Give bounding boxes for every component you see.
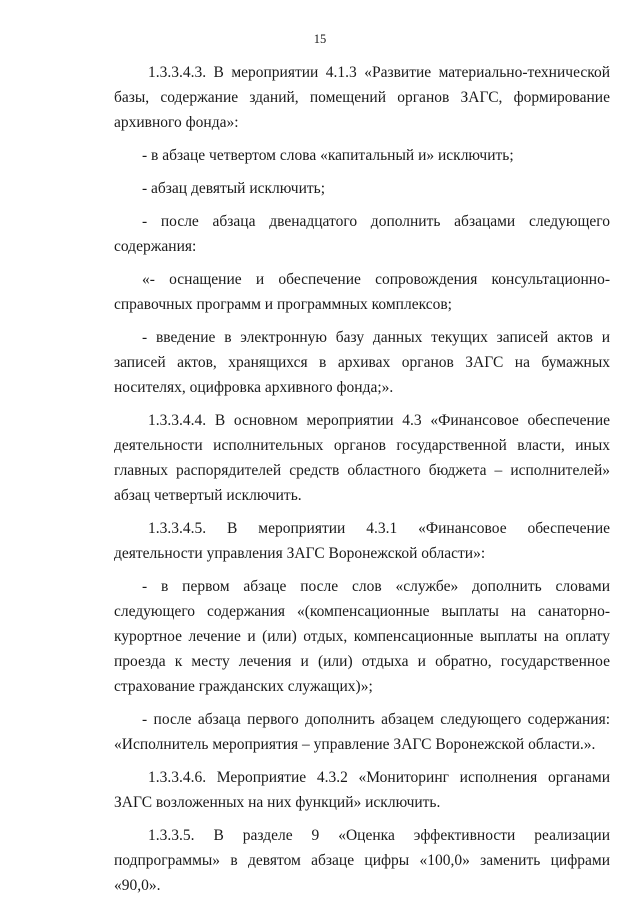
paragraph-item-4: «- оснащение и обеспечение сопровождения консультационно-справочных программ и программных комплексов; [114, 271, 610, 313]
paragraph-1-3-3-4-4: 1.3.3.4.4. В основном мероприятии 4.3 «Финансовое обеспечение деятельности исполнительных органов государственной власти, иных главных распорядителей средств областного бюджета – исполнителей» абзац четвертый исключить. [114, 412, 610, 504]
page-number: 15 [313, 32, 327, 46]
paragraph-1-3-3-5: 1.3.3.5. В разделе 9 «Оценка эффективности реализации подпрограммы» в девятом абзаце цифры «100,0» заменить цифрами «90,0». [114, 827, 610, 894]
paragraph-1-3-3-4-3: 1.3.3.4.3. В мероприятии 4.1.3 «Развитие материально-технической базы, содержание зданий, помещений органов ЗАГС, формирование архивного фонда»: [114, 64, 610, 131]
paragraph-item-3: - после абзаца двенадцатого дополнить абзацами следующего содержания: [114, 213, 610, 255]
paragraph-item-5: - введение в электронную базу данных текущих записей актов и записей актов, хранящихся в архивах органов ЗАГС на бумажных носителях, оцифровка архивного фонда;». [114, 329, 610, 396]
paragraph-item-6: - в первом абзаце после слов «службе» дополнить словами следующего содержания «(компенсационные выплаты на санаторно-курортное лечение и (или) отдых, компенсационные выплаты на оплату проезда к месту лечения и (или) отдыха и обратно, государственное страхование гражданских служащих)»; [114, 578, 610, 695]
document-body [114, 60, 610, 898]
paragraph-item-2: - абзац девятый исключить; [142, 180, 326, 197]
paragraph-1-3-3-4-6: 1.3.3.4.6. Мероприятие 4.3.2 «Мониторинг исполнения органами ЗАГС возложенных на них функций» исключить. [114, 769, 610, 811]
paragraph-1-3-3-4-5: 1.3.3.4.5. В мероприятии 4.3.1 «Финансовое обеспечение деятельности управления ЗАГС Воронежской области»: [114, 520, 610, 562]
paragraph-item-7: - после абзаца первого дополнить абзацем следующего содержания: «Исполнитель мероприятия – управление ЗАГС Воронежской области.». [114, 711, 610, 753]
paragraph-item-1: - в абзаце четвертом слова «капитальный и» исключить; [142, 147, 514, 164]
